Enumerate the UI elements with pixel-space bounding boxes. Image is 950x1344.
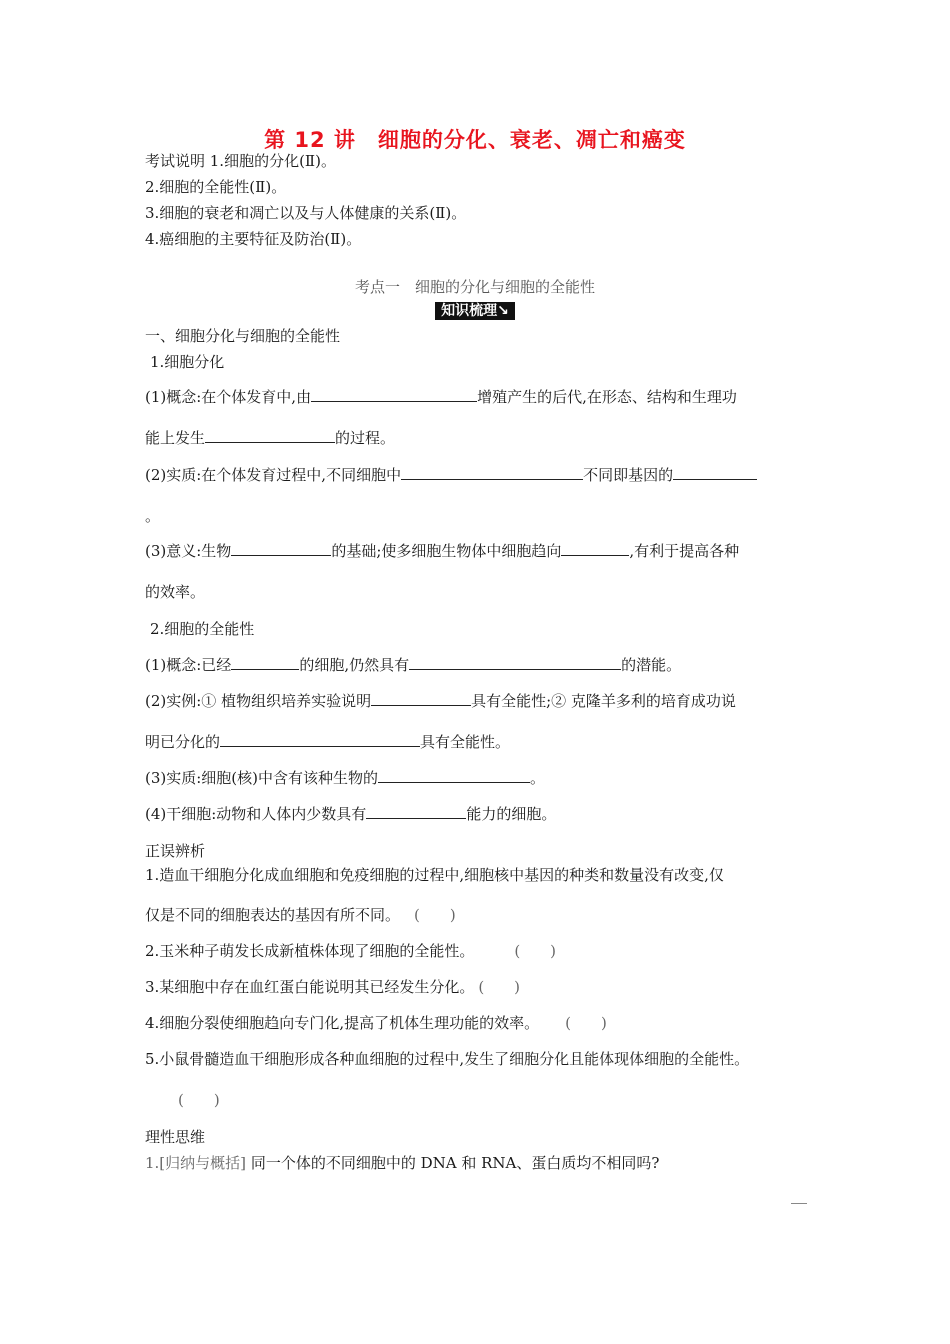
fill-blank[interactable]	[205, 428, 335, 443]
thinking-q1	[145, 1153, 659, 1173]
sub-heading-1: 1.细胞分化	[150, 353, 225, 371]
example-line-2	[145, 732, 510, 752]
fill-blank[interactable]	[231, 655, 299, 670]
exam-note-1: 考试说明 1.细胞的分化(Ⅱ)。	[145, 152, 336, 170]
text: (3)意义:生物	[145, 542, 232, 560]
fill-blank[interactable]	[401, 465, 583, 480]
fill-blank[interactable]	[561, 541, 629, 556]
text: 同一个体的不同细胞中的 DNA 和 RNA、蛋白质均不相同吗?	[250, 1154, 660, 1172]
judge-q2	[145, 941, 556, 961]
exam-note-4: 4.癌细胞的主要特征及防治(Ⅱ)。	[145, 230, 362, 248]
exam-note-3: 3.细胞的衰老和凋亡以及与人体健康的关系(Ⅱ)。	[145, 204, 467, 222]
text: 。	[530, 769, 546, 787]
meaning-line-2: 的效率。	[145, 583, 206, 601]
fill-blank[interactable]	[409, 655, 621, 670]
fill-blank[interactable]	[366, 804, 466, 819]
judge-q4	[145, 1013, 607, 1033]
badge-wrap	[0, 300, 950, 320]
fill-blank[interactable]	[371, 691, 471, 706]
text: 具有全能性;② 克隆羊多利的培育成功说	[471, 692, 736, 710]
section-title: 考点一 细胞的分化与细胞的全能性	[354, 278, 595, 296]
totipotency-concept	[145, 655, 681, 675]
text: 的基础;使多细胞生物体中细胞趋向	[331, 542, 562, 560]
judge-q3	[145, 977, 520, 997]
sub-heading-2: 2.细胞的全能性	[150, 620, 255, 638]
concept-line-1	[145, 387, 737, 407]
text: (1)概念:已经	[145, 656, 232, 674]
text: 具有全能性。	[420, 733, 511, 751]
knowledge-badge: 知识梳理↘	[435, 302, 515, 320]
text: (2)实质:在个体发育过程中,不同细胞中	[145, 466, 402, 484]
text: 的细胞,仍然具有	[299, 656, 410, 674]
fill-blank[interactable]	[311, 387, 477, 402]
text: (4)干细胞:动物和人体内少数具有	[145, 805, 367, 823]
text: ,有利于提高各种	[629, 542, 740, 560]
judge-q1-line2	[145, 905, 456, 925]
text: 明已分化的	[145, 733, 221, 751]
page-footer-mark	[791, 1203, 807, 1204]
text: 能上发生	[145, 429, 206, 447]
text: 3.某细胞中存在血红蛋白能说明其已经发生分化。	[145, 978, 475, 996]
answer-bracket[interactable]: ( )	[565, 1014, 607, 1032]
answer-bracket[interactable]: ( )	[514, 942, 557, 960]
text: (2)实例:① 植物组织培养实验说明	[145, 692, 372, 710]
text: 的潜能。	[621, 656, 682, 674]
part1-heading: 一、细胞分化与细胞的全能性	[145, 327, 341, 345]
judge-heading: 正误辨析	[145, 842, 206, 860]
stem-cell-line	[145, 804, 556, 824]
text: 能力的细胞。	[466, 805, 557, 823]
text: 仅是不同的细胞表达的基因有所不同。	[145, 906, 401, 924]
exam-note-2: 2.细胞的全能性(Ⅱ)。	[145, 178, 287, 196]
question-tag: 1.[归纳与概括]	[145, 1154, 247, 1172]
text: (3)实质:细胞(核)中含有该种生物的	[145, 769, 379, 787]
fill-blank[interactable]	[231, 541, 331, 556]
essence-line-2: 。	[145, 507, 161, 525]
answer-bracket[interactable]: ( )	[178, 1091, 220, 1109]
text: 不同即基因的	[583, 466, 674, 484]
answer-bracket[interactable]: ( )	[478, 978, 521, 996]
judge-q1-line1: 1.造血干细胞分化成血细胞和免疫细胞的过程中,细胞核中基因的种类和数量没有改变,仅	[145, 866, 724, 884]
text: 增殖产生的后代,在形态、结构和生理功	[477, 388, 737, 406]
meaning-line-1	[145, 541, 739, 561]
judge-q5: 5.小鼠骨髓造血干细胞形成各种血细胞的过程中,发生了细胞分化且能体现体细胞的全能性。	[145, 1050, 750, 1068]
essence-line-1	[145, 465, 757, 485]
totipotency-essence	[145, 768, 545, 788]
fill-blank[interactable]	[673, 465, 757, 480]
lesson-title: 第 12 讲 细胞的分化、衰老、凋亡和癌变	[264, 128, 686, 152]
thinking-heading: 理性思维	[145, 1128, 206, 1146]
fill-blank[interactable]	[220, 732, 420, 747]
text: 的过程。	[335, 429, 396, 447]
concept-line-2	[145, 428, 395, 448]
text: 4.细胞分裂使细胞趋向专门化,提高了机体生理功能的效率。	[145, 1014, 540, 1032]
answer-bracket[interactable]: ( )	[414, 906, 456, 924]
fill-blank[interactable]	[378, 768, 530, 783]
example-line-1	[145, 691, 736, 711]
text: 2.玉米种子萌发长成新植株体现了细胞的全能性。	[145, 942, 475, 960]
text: (1)概念:在个体发育中,由	[145, 388, 312, 406]
